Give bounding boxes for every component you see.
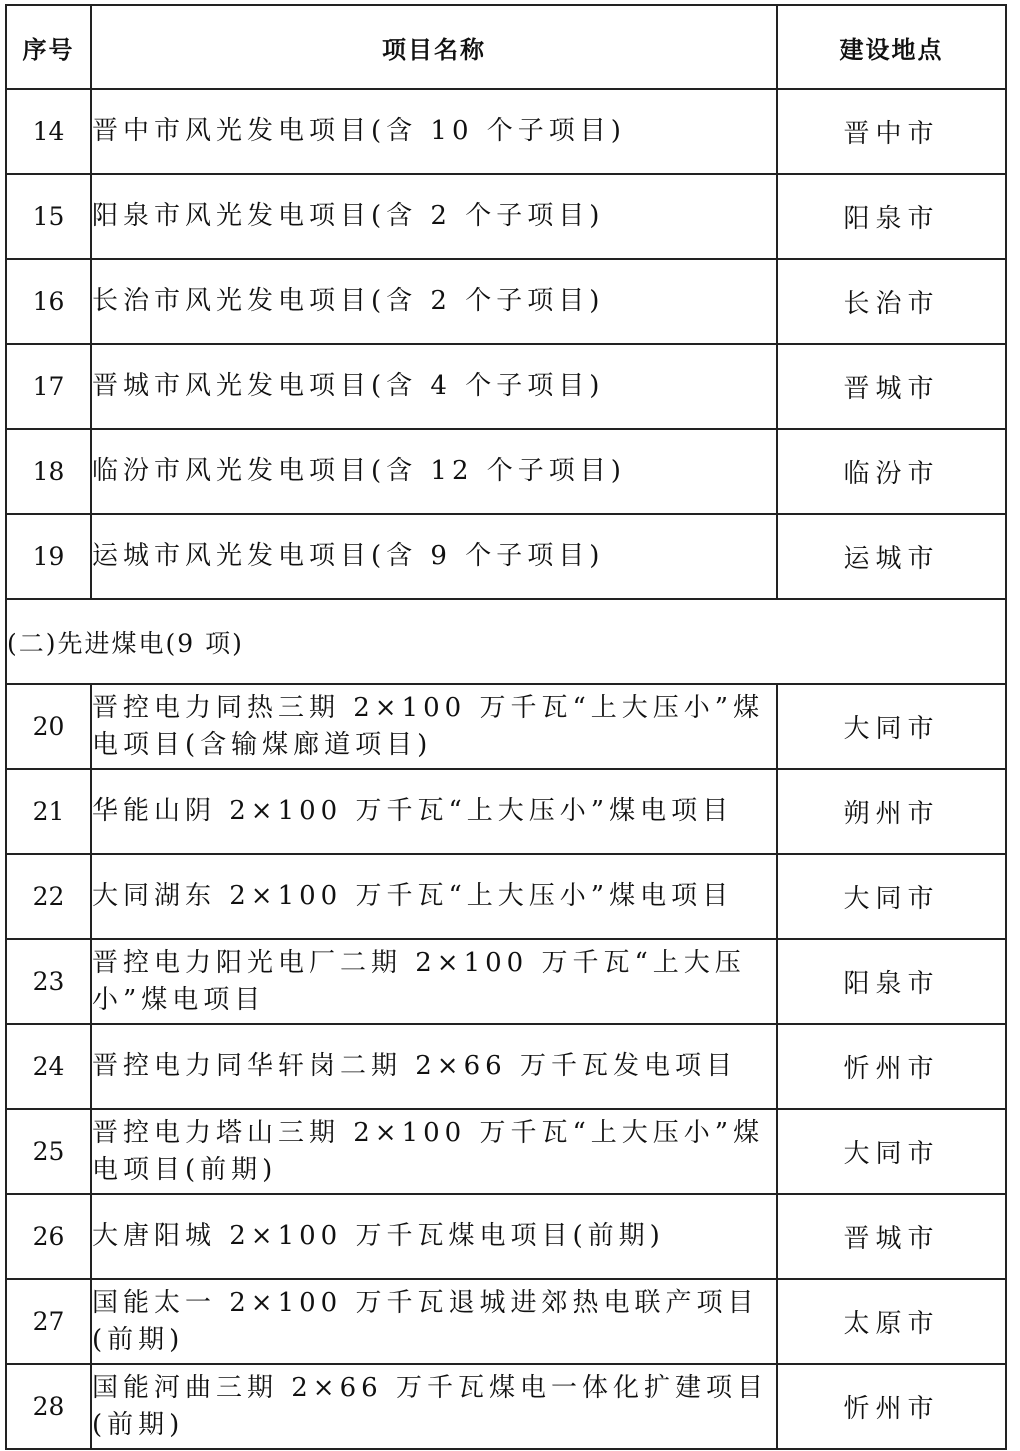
row-seq: 26: [6, 1194, 91, 1279]
row-project-name: 晋控电力同热三期 2×100 万千瓦“上大压小”煤电项目(含输煤廊道项目): [91, 684, 777, 769]
row-project-name: 国能河曲三期 2×66 万千瓦煤电一体化扩建项目(前期): [91, 1364, 777, 1449]
table-row: [6, 684, 1006, 769]
row-seq: 23: [6, 939, 91, 1024]
row-location: 临汾市: [777, 429, 1006, 514]
row-location: 阳泉市: [777, 174, 1006, 259]
row-location: 长治市: [777, 259, 1006, 344]
row-seq: 28: [6, 1364, 91, 1449]
row-seq: 24: [6, 1024, 91, 1109]
row-seq: 20: [6, 684, 91, 769]
table-row: [6, 514, 1006, 599]
row-project-name: 大同湖东 2×100 万千瓦“上大压小”煤电项目: [91, 854, 777, 939]
row-seq: 19: [6, 514, 91, 599]
table-row: [6, 939, 1006, 1024]
project-table: [5, 4, 1007, 1450]
table-row: [6, 89, 1006, 174]
row-location: 晋城市: [777, 1194, 1006, 1279]
row-project-name: 晋控电力塔山三期 2×100 万千瓦“上大压小”煤电项目(前期): [91, 1109, 777, 1194]
row-project-name: 阳泉市风光发电项目(含 2 个子项目): [91, 174, 777, 259]
header-location: 建设地点: [777, 5, 1006, 89]
table-row: [6, 429, 1006, 514]
table-row: [6, 1194, 1006, 1279]
row-project-name: 晋中市风光发电项目(含 10 个子项目): [91, 89, 777, 174]
row-location: 运城市: [777, 514, 1006, 599]
row-seq: 25: [6, 1109, 91, 1194]
row-seq: 16: [6, 259, 91, 344]
table-row: [6, 1024, 1006, 1109]
row-location: 晋中市: [777, 89, 1006, 174]
row-seq: 15: [6, 174, 91, 259]
row-location: 阳泉市: [777, 939, 1006, 1024]
table-row: [6, 1109, 1006, 1194]
row-project-name: 大唐阳城 2×100 万千瓦煤电项目(前期): [91, 1194, 777, 1279]
row-seq: 21: [6, 769, 91, 854]
table-row: [6, 854, 1006, 939]
row-location: 大同市: [777, 854, 1006, 939]
row-location: 大同市: [777, 1109, 1006, 1194]
table-row: [6, 769, 1006, 854]
row-project-name: 运城市风光发电项目(含 9 个子项目): [91, 514, 777, 599]
row-location: 晋城市: [777, 344, 1006, 429]
row-project-name: 长治市风光发电项目(含 2 个子项目): [91, 259, 777, 344]
row-project-name: 晋控电力阳光电厂二期 2×100 万千瓦“上大压小”煤电项目: [91, 939, 777, 1024]
row-location: 忻州市: [777, 1024, 1006, 1109]
table-row: [6, 1364, 1006, 1449]
header-seq: 序号: [6, 5, 91, 89]
table-row: [6, 344, 1006, 429]
table-row: [6, 259, 1006, 344]
row-project-name: 华能山阴 2×100 万千瓦“上大压小”煤电项目: [91, 769, 777, 854]
table-row: [6, 174, 1006, 259]
header-name: 项目名称: [91, 5, 777, 89]
table-header-row: [6, 5, 1006, 89]
section-row: [6, 599, 1006, 684]
table-row: [6, 1279, 1006, 1364]
row-location: 朔州市: [777, 769, 1006, 854]
row-project-name: 晋城市风光发电项目(含 4 个子项目): [91, 344, 777, 429]
row-location: 大同市: [777, 684, 1006, 769]
row-project-name: 临汾市风光发电项目(含 12 个子项目): [91, 429, 777, 514]
row-seq: 22: [6, 854, 91, 939]
row-project-name: 国能太一 2×100 万千瓦退城进郊热电联产项目(前期): [91, 1279, 777, 1364]
row-seq: 14: [6, 89, 91, 174]
row-seq: 27: [6, 1279, 91, 1364]
row-location: 太原市: [777, 1279, 1006, 1364]
row-seq: 17: [6, 344, 91, 429]
row-project-name: 晋控电力同华轩岗二期 2×66 万千瓦发电项目: [91, 1024, 777, 1109]
section-heading: (二)先进煤电(9 项): [6, 599, 1006, 684]
row-location: 忻州市: [777, 1364, 1006, 1449]
row-seq: 18: [6, 429, 91, 514]
